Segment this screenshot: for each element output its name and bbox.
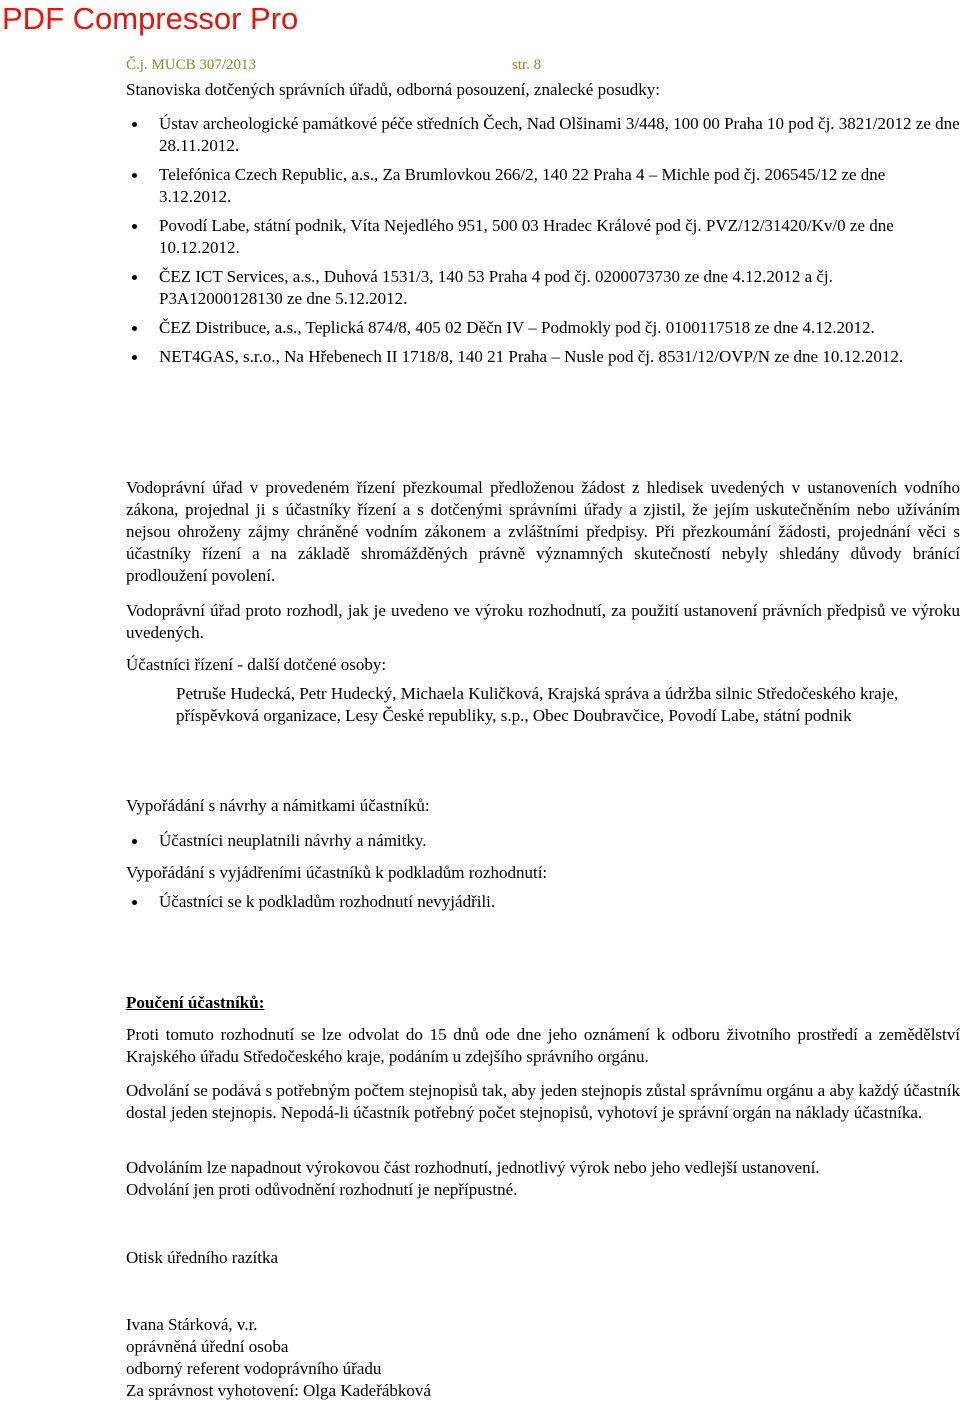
list-item: Telefónica Czech Republic, a.s., Za Brumlovkou 266/2, 140 22 Praha 4 – Michle pod čj. 206545/12 ze dne 3.12.2012. [126, 164, 960, 208]
list-item: Povodí Labe, státní podnik, Víta Nejedlého 951, 500 03 Hradec Králové pod čj. PVZ/12/31420/Kv/0 ze dne 10.12.2012. [126, 215, 960, 259]
signatory-position: odborný referent vodoprávního úřadu [126, 1359, 382, 1378]
reference-number: Č.j. MUCB 307/2013 [126, 57, 257, 73]
review-paragraph: Vodoprávní úřad v provedeném řízení přezkoumal předloženou žádost z hledisek uvedených v ustanoveních vodního zákona, projednal ji s účastníky řízení a s dotčenými správními úřady a zjistil, že jejím uskutečněním nebo užíváním nejsou ohroženy zájmy chráněné vodním zákonem a zvláštními předpisy. Při přezkoumání žádosti, projednání věci s účastníky řízení a na základě shromážděných právně významných skutečností nebyly shledány důvody bránící prodloužení povolení. [126, 478, 960, 585]
pdf-compressor-watermark: PDF Compressor Pro [2, 1, 299, 36]
signatory-role: oprávněná úřední osoba [126, 1337, 289, 1356]
proposals-list [126, 830, 960, 852]
signatory-name: Ivana Stárková, v.r. [126, 1315, 258, 1334]
signature-block [126, 1314, 960, 1402]
list-item: Účastníci neuplatnili návrhy a námitky. [126, 830, 960, 852]
stanoviska-section [126, 79, 960, 368]
page-number: str. 8 [512, 57, 542, 73]
stamp-placeholder: Otisk úředního razítka [126, 1248, 279, 1267]
statements-list [126, 891, 960, 913]
verification-line: Za správnost vyhotovení: Olga Kadeřábková [126, 1381, 431, 1400]
list-item: Účastníci se k podkladům rozhodnutí nevyjádřili. [126, 891, 960, 913]
instruction-paragraph-2: Odvolání se podává s potřebným počtem stejnopisů tak, aby jeden stejnopis zůstal správnímu orgánu a aby každý účastník dostal jeden stejnopis. Nepodá-li účastník potřebný počet stejnopisů, vyhotoví je správní orgán na náklady účastníka. [126, 1081, 960, 1122]
other-parties-heading: Účastníci řízení - další dotčené osoby: [126, 655, 387, 674]
stanoviska-list [126, 113, 960, 368]
list-item: NET4GAS, s.r.o., Na Hřebenech II 1718/8, 140 21 Praha – Nusle pod čj. 8531/12/OVP/N ze dne 10.12.2012. [126, 346, 960, 368]
list-item: ČEZ Distribuce, a.s., Teplická 874/8, 405 02 Děčn IV – Podmokly pod čj. 0100117518 ze dne 4.12.2012. [126, 317, 960, 339]
instruction-paragraph-3a: Odvoláním lze napadnout výrokovou část rozhodnutí, jednotlivý výrok nebo jeho vedlejší ustanovení. [126, 1158, 820, 1177]
page-header [126, 57, 542, 74]
proposals-heading: Vypořádání s návrhy a námitkami účastníků: [126, 796, 430, 815]
instruction-heading: Poučení účastníků: [126, 993, 265, 1012]
stanoviska-heading: Stanoviska dotčených správních úřadů, odborná posouzení, znalecké posudky: [126, 80, 660, 99]
decision-paragraph: Vodoprávní úřad proto rozhodl, jak je uvedeno ve výroku rozhodnutí, za použití ustanovení právních předpisů ve výroku uvedených. [126, 601, 960, 642]
other-parties-list: Petruše Hudecká, Petr Hudecký, Michaela Kuličková, Krajská správa a údržba silnic Středočeského kraje, příspěvková organizace, Lesy České republiky, s.p., Obec Doubravčice, Povodí Labe, státní podnik [176, 684, 899, 725]
instruction-paragraph-3b: Odvolání jen proti odůvodnění rozhodnutí je nepřípustné. [126, 1180, 518, 1199]
instruction-paragraph-1: Proti tomuto rozhodnutí se lze odvolat do 15 dnů ode dne jeho oznámení k odboru životního prostředí a zemědělství Krajského úřadu Středočeského kraje, podáním u zdejšího správního orgánu. [126, 1025, 960, 1066]
list-item: ČEZ ICT Services, a.s., Duhová 1531/3, 140 53 Praha 4 pod čj. 0200073730 ze dne 4.12.2012 a čj. P3A12000128130 ze dne 5.12.2012. [126, 266, 960, 310]
statements-heading: Vypořádání s vyjádřeními účastníků k podkladům rozhodnutí: [126, 863, 548, 882]
list-item: Ústav archeologické památkové péče středních Čech, Nad Olšinami 3/448, 100 00 Praha 10 pod čj. 3821/2012 ze dne 28.11.2012. [126, 113, 960, 157]
